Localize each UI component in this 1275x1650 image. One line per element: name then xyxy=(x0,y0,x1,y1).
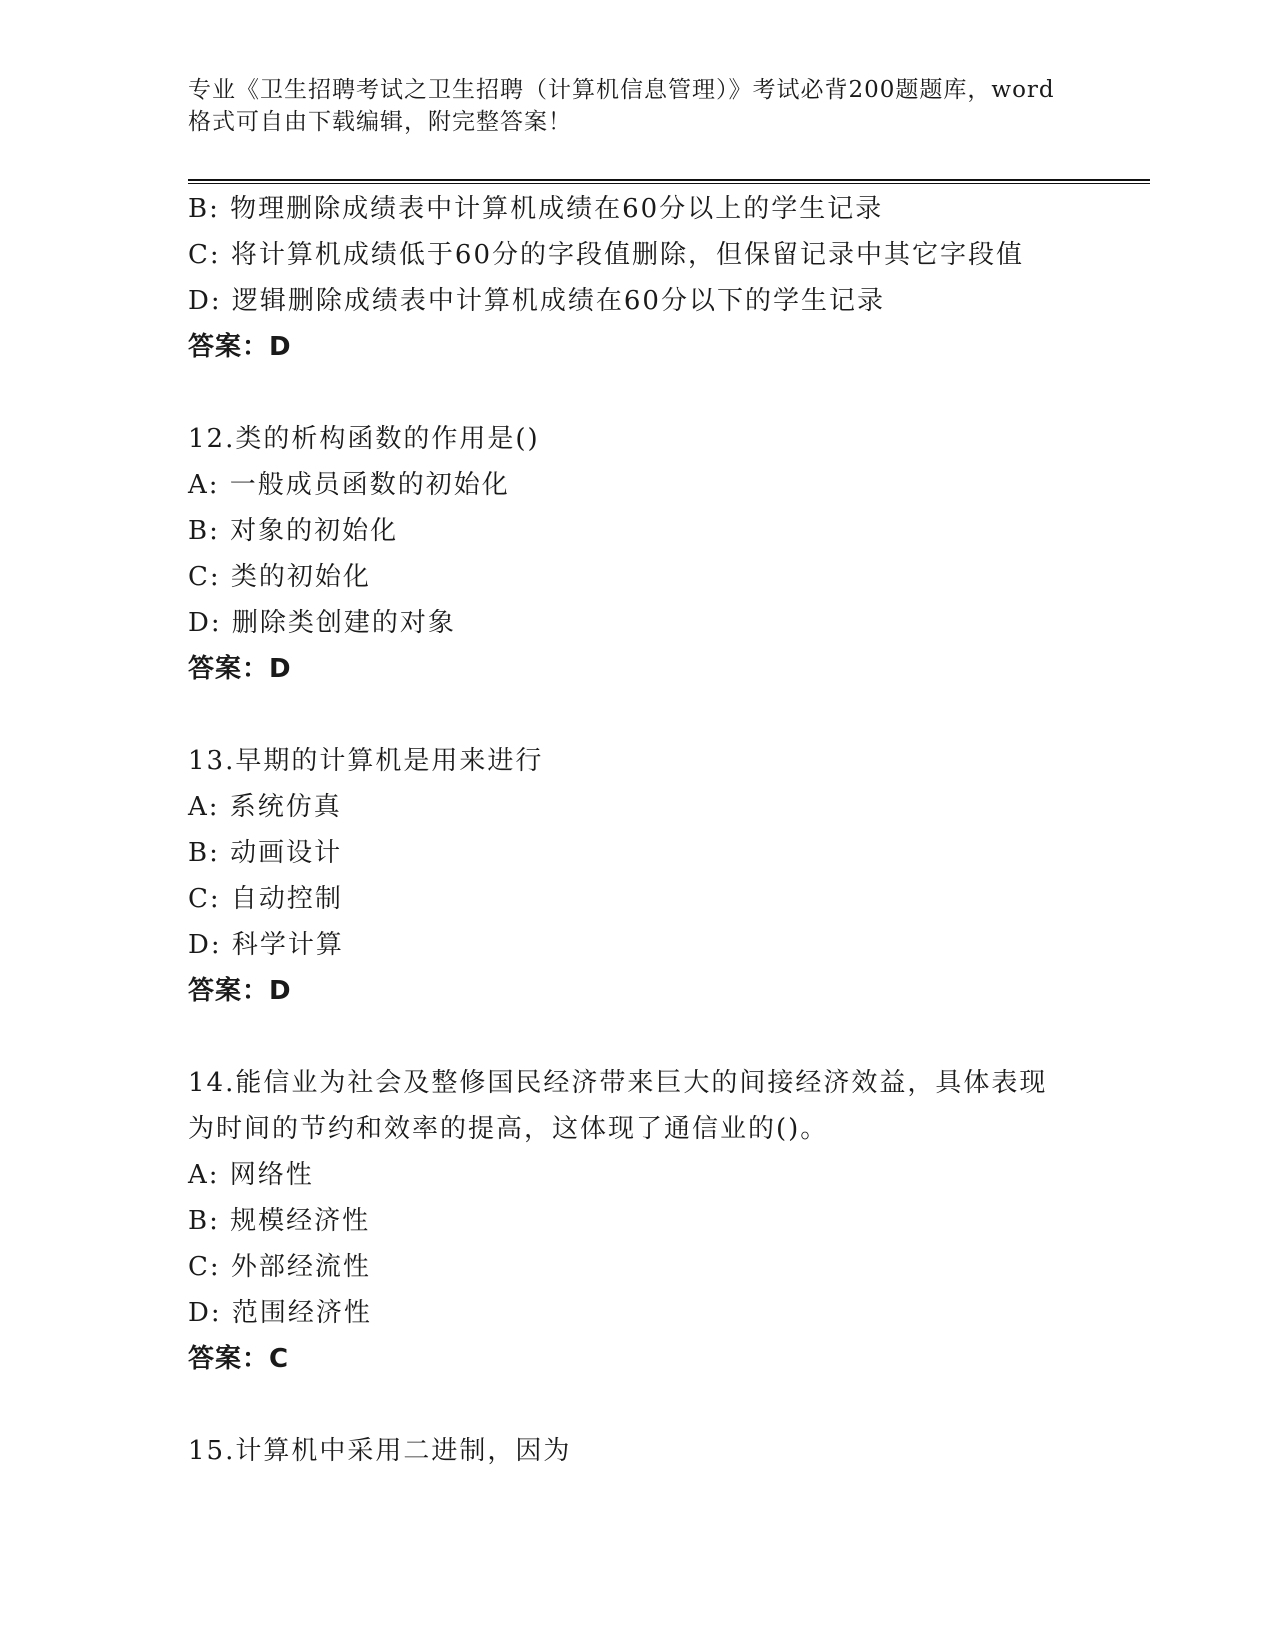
question-text-line-2: 为时间的节约和效率的提高，这体现了通信业的()。 xyxy=(188,1114,829,1144)
question-text: 13.早期的计算机是用来进行 xyxy=(188,746,544,776)
answer: 答案：D xyxy=(188,976,292,1006)
question-13 xyxy=(188,738,1148,1014)
option-c: C: 类的初始化 xyxy=(188,562,371,592)
option-c: C: 自动控制 xyxy=(188,884,343,914)
spacer xyxy=(188,1382,1148,1428)
option-d: D: 逻辑删除成绩表中计算机成绩在60分以下的学生记录 xyxy=(188,286,885,316)
option-a: A: 一般成员函数的初始化 xyxy=(188,470,510,500)
document-body xyxy=(188,186,1148,1474)
spacer xyxy=(188,1014,1148,1060)
question-15 xyxy=(188,1428,1148,1474)
option-b: B: 规模经济性 xyxy=(188,1206,371,1236)
question-text: 15.计算机中采用二进制，因为 xyxy=(188,1436,572,1466)
option-d: D: 删除类创建的对象 xyxy=(188,608,456,638)
answer: 答案：D xyxy=(188,654,292,684)
header-rule-thin xyxy=(188,183,1150,184)
option-b: B: 动画设计 xyxy=(188,838,343,868)
question-14 xyxy=(188,1060,1148,1382)
question-text: 12.类的析构函数的作用是() xyxy=(188,424,540,454)
question-11 xyxy=(188,186,1148,370)
header-line-1: 专业《卫生招聘考试之卫生招聘（计算机信息管理）》考试必背200题题库，word xyxy=(188,77,1055,103)
option-d: D: 范围经济性 xyxy=(188,1298,372,1328)
document-header xyxy=(188,74,1108,138)
answer: 答案：C xyxy=(188,1344,290,1374)
option-a: A: 网络性 xyxy=(188,1160,314,1190)
spacer xyxy=(188,370,1148,416)
option-d: D: 科学计算 xyxy=(188,930,344,960)
question-text-line-1: 14.能信业为社会及整修国民经济带来巨大的间接经济效益，具体表现 xyxy=(188,1068,1048,1098)
option-c: C: 外部经流性 xyxy=(188,1252,371,1282)
option-a: A: 系统仿真 xyxy=(188,792,342,822)
answer: 答案：D xyxy=(188,332,292,362)
spacer xyxy=(188,692,1148,738)
header-rule-thick xyxy=(188,179,1150,181)
header-line-2: 格式可自由下载编辑，附完整答案！ xyxy=(188,109,572,135)
option-c: C: 将计算机成绩低于60分的字段值删除，但保留记录中其它字段值 xyxy=(188,240,1025,270)
question-12 xyxy=(188,416,1148,692)
option-b: B: 物理删除成绩表中计算机成绩在60分以上的学生记录 xyxy=(188,194,884,224)
option-b: B: 对象的初始化 xyxy=(188,516,399,546)
